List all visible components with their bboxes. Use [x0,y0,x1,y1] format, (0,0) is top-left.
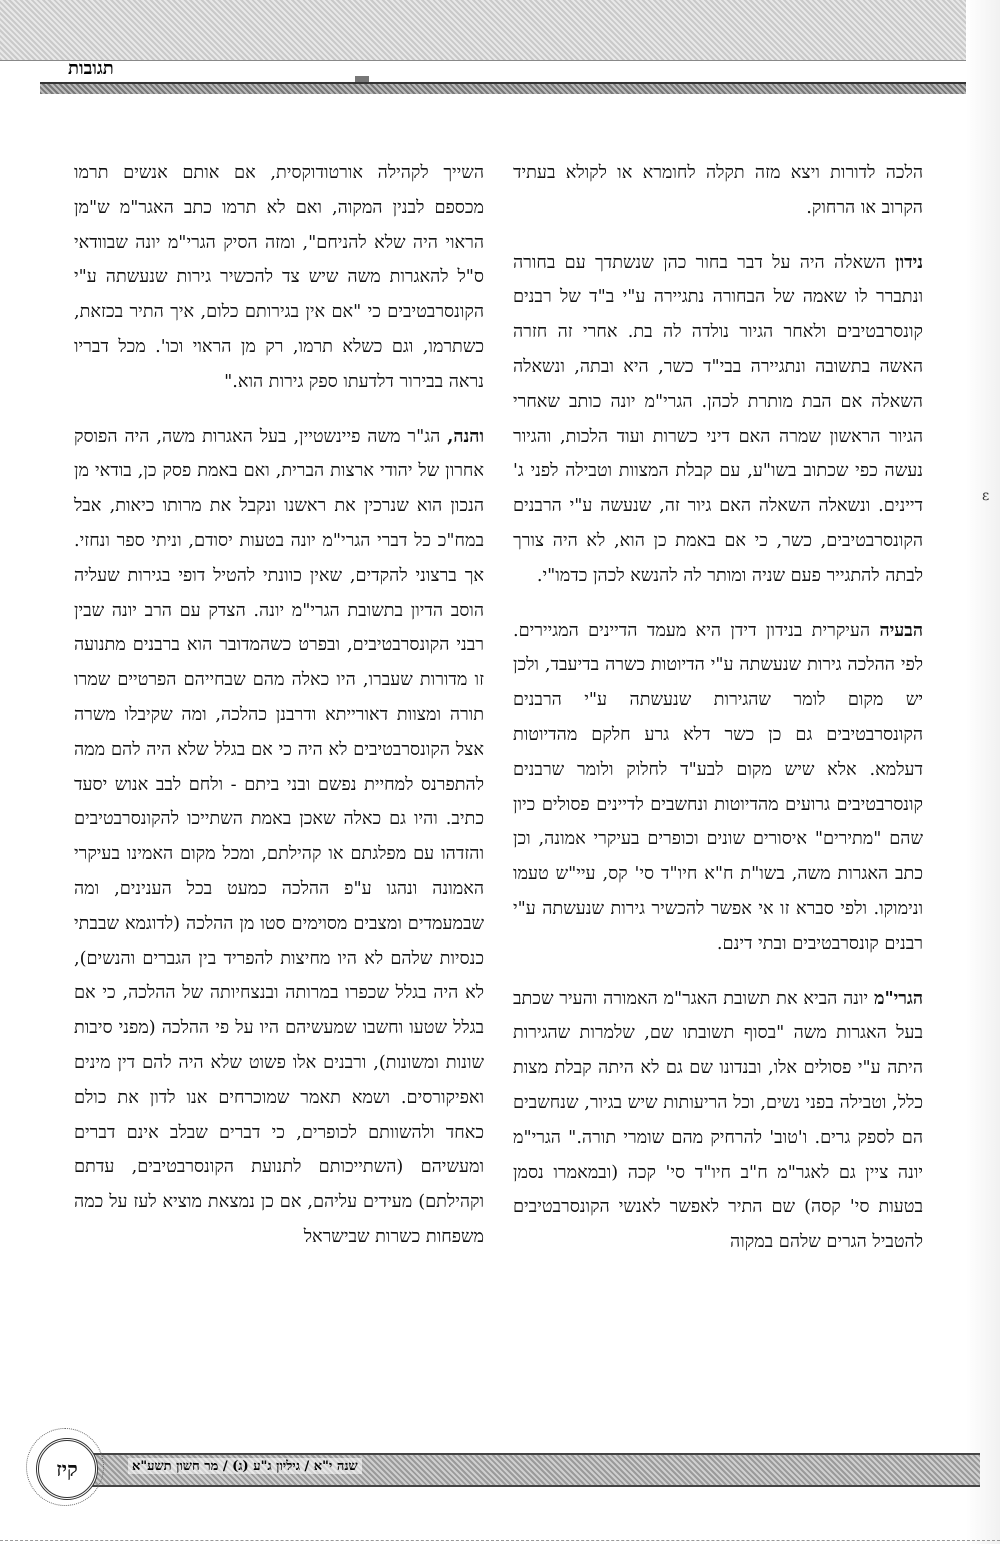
paragraph: השייך לקהילה אורטודוקסית, אם אותם אנשים תרמו מכספם לבנין המקוה, ואם לא תרמו כתב האגר"מ ש"מן הראוי היה שלא להניחם", ומזה הסיק הגרי"מ יונה שבוודאי ס"ל להאגרות משה שיש צד להכשיר גירות שנעשתה ע"י הקונסרבטיבים כי "אם אין בגירותם כלום, איך התיר בכזאת, כשתרמו, וגם כשלא תרמו, רק מן הראוי וכו'. מכל דבריו נראה בבירור דלדעתו ספק גירות הוא." [74,163,484,392]
text-column-left [74,156,484,1275]
paragraph-lead-word: הבעיה [879,619,923,641]
paragraph: הגרי"מ יונה הביא את תשובת האגר"מ האמורה והעיר שכתב בעל האגרות משה "בסוף תשובתו שם, שלמרות שהגירות היתה ע"י פסולים אלו, ובנדונו שם גם לא היתה קבלת מצות כלל, וטבילה בפני נשים, וכל הריעותות שיש בגיור, שנחשבים הם לספק גרים. ו'טוב' להרחיק מהם שומרי תורה." הגרי"מ יונה ציין גם לאגר"מ ח"ב חיו"ד סי' קכה (ובמאמרו נסמן בטעות סי' קסה) שם התיר לאפשר לאנשי הקונסרבטיבים להטביל הגרים שלהם במקוה [513,987,923,1253]
paragraph: הבעיה העיקרית בנידון דידן היא מעמד הדיינים המגיירים. לפי ההלכה גירות שנעשתה ע"י הדיוטות כשרה בדיעבד, ולכן יש מקום לומר שהגירות שנעשתה ע"י הרבנים הקונסרבטיבים גם כן כשר דלא גרע חלקם מהדיוטות דעלמא. אלא שיש מקום לבע"ד לחלוק ולומר שרבנים קונסרבטיבים גרועים מהדיוטות ונחשבים לדיינים פסולים כיון שהם "מתירים" איסורים שונים וכופרים בעיקרי אמונה, וכן כתב האגרות משה, בשו"ת ח"א חיו"ד סי' קס, עיי"ש טעמו ונימוקו. ולפי סברא זו אי אפשר להכשיר גירות שנעשתה ע"י רבנים קונסרבטיבים ובתי דינם. [513,619,923,954]
paragraph: והנה, הג"ר משה פיינשטיין, בעל האגרות משה, היה הפוסק אחרון של יהודי ארצות הברית, ואם באמת פסק כן, בודאי מן הנכון הוא שנרכין את ראשנו ונקבל את מרותו כיאות, אבל במח"כ כל דברי הגרי"מ יונה בטעות יסודם, וניתי ספר ונחזי. אך ברצוני להקדים, שאין כוונתי להטיל דופי בגירות שעליה הוסב הדיון בתשובת הגרי"מ יונה. הצדק עם הרב יונה שבין רבני הקונסרבטיבים, ובפרט כשהמדובר הוא ברבנים מתנועה זו מדורות שעברו, היו כאלה מהם שבחייהם הפרטיים שמרו תורה ומצוות דאורייתא ודרבנן כהלכה, ומה שקיבלו משרה אצל הקונסרבטיבים לא היה כי אם בגלל שלא היה להם ממה להתפרנס למחיית נפשם ובני ביתם - ולחם לבב אנוש יסעד כתיב. והיו גם כאלה שאכן באמת השתייכו להקונסרבטיבים והזדהו עם מפלגתם או קהילתם, ומכל מקום האמינו בעיקרי האמונה ונהגו ע"פ ההלכה כמעט בכל הענינים, ומה שבמעמדים ומצבים מסוימים סטו מן ההלכה (לדוגמא שבבתי כנסיות שלהם לא היו מחיצות להפריד בין הגברים והנשים), לא היה בגלל שכפרו במרותה ובנצחיותה של ההלכה, כי אם בגלל שטעו וחשבו שמעשיהם היו על פי ההלכה (מפני סיבות שונות ומשונות), ורבנים אלו פשוט שלא היה להם דין מינים ואפיקורסים. ושמא תאמר שמוכרחים אנו לדון את כולם כאחד ולהשוותם לכופרים, כי דברים שבלב אינם דברים ומעשיהם (השתייכותם לתנועת הקונסרבטיבים, עדתם וקהילתם) מעידים עליהם, אם כן נמצאת מוציא לעז על כמה משפחות כשרות שבישראל [74,425,484,1247]
bottom-dashed-line [0,1540,1000,1541]
margin-mark: ε [982,488,990,504]
top-scan-band [0,0,1000,61]
text-column-right [513,156,923,1280]
paragraph: נידון השאלה היה על דבר בחור כהן שנשתדך עם בחורה ונתברר לו שאמה של הבחורה נתגיירה ע"י ב"ד של רבנים קונסרבטיבים ולאחר הגיור נולדה לה בת. אחרי זה חזרה האשה בתשובה ונתגיירה בבי"ד כשר, היא ובתה, ונשאלה השאלה אם הבת מותרת לכהן. הגרי"מ יונה כותב שאחרי הגיור הראשון שמרה האם דיני כשרות ועוד הלכות, והגיור נעשה כפי שכתוב בשו"ע, עם קבלת המצוות וטבילה לפני ג' דיינים. ונשאלה השאלה האם גיור זה, שנעשה ע"י הרבנים הקונסרבטיבים, כשר, כי אם באמת כן הוא, לא היה צורך לבתה להתגייר פעם שניה ומותר לה להנשא לכהן כדמו"י. [513,251,923,586]
paragraph: הלכה לדורות ויצא מזה תקלה לחומרא או לקולא בעתיד הקרוב או הרחוק. [513,163,923,218]
issue-info: שנה י"א / גיליון ג"ע (ג) / מר חשון תשע"א [128,1458,362,1474]
paragraph-lead-word: והנה, [447,425,484,447]
header-rule [40,82,970,94]
section-title: תגובות [68,58,114,79]
paragraph-lead-word: נידון [895,251,923,273]
paragraph-lead-word: הגרי"מ [873,987,923,1009]
page-number: קיז [36,1438,98,1500]
page-edge-shadow [966,0,1000,1544]
